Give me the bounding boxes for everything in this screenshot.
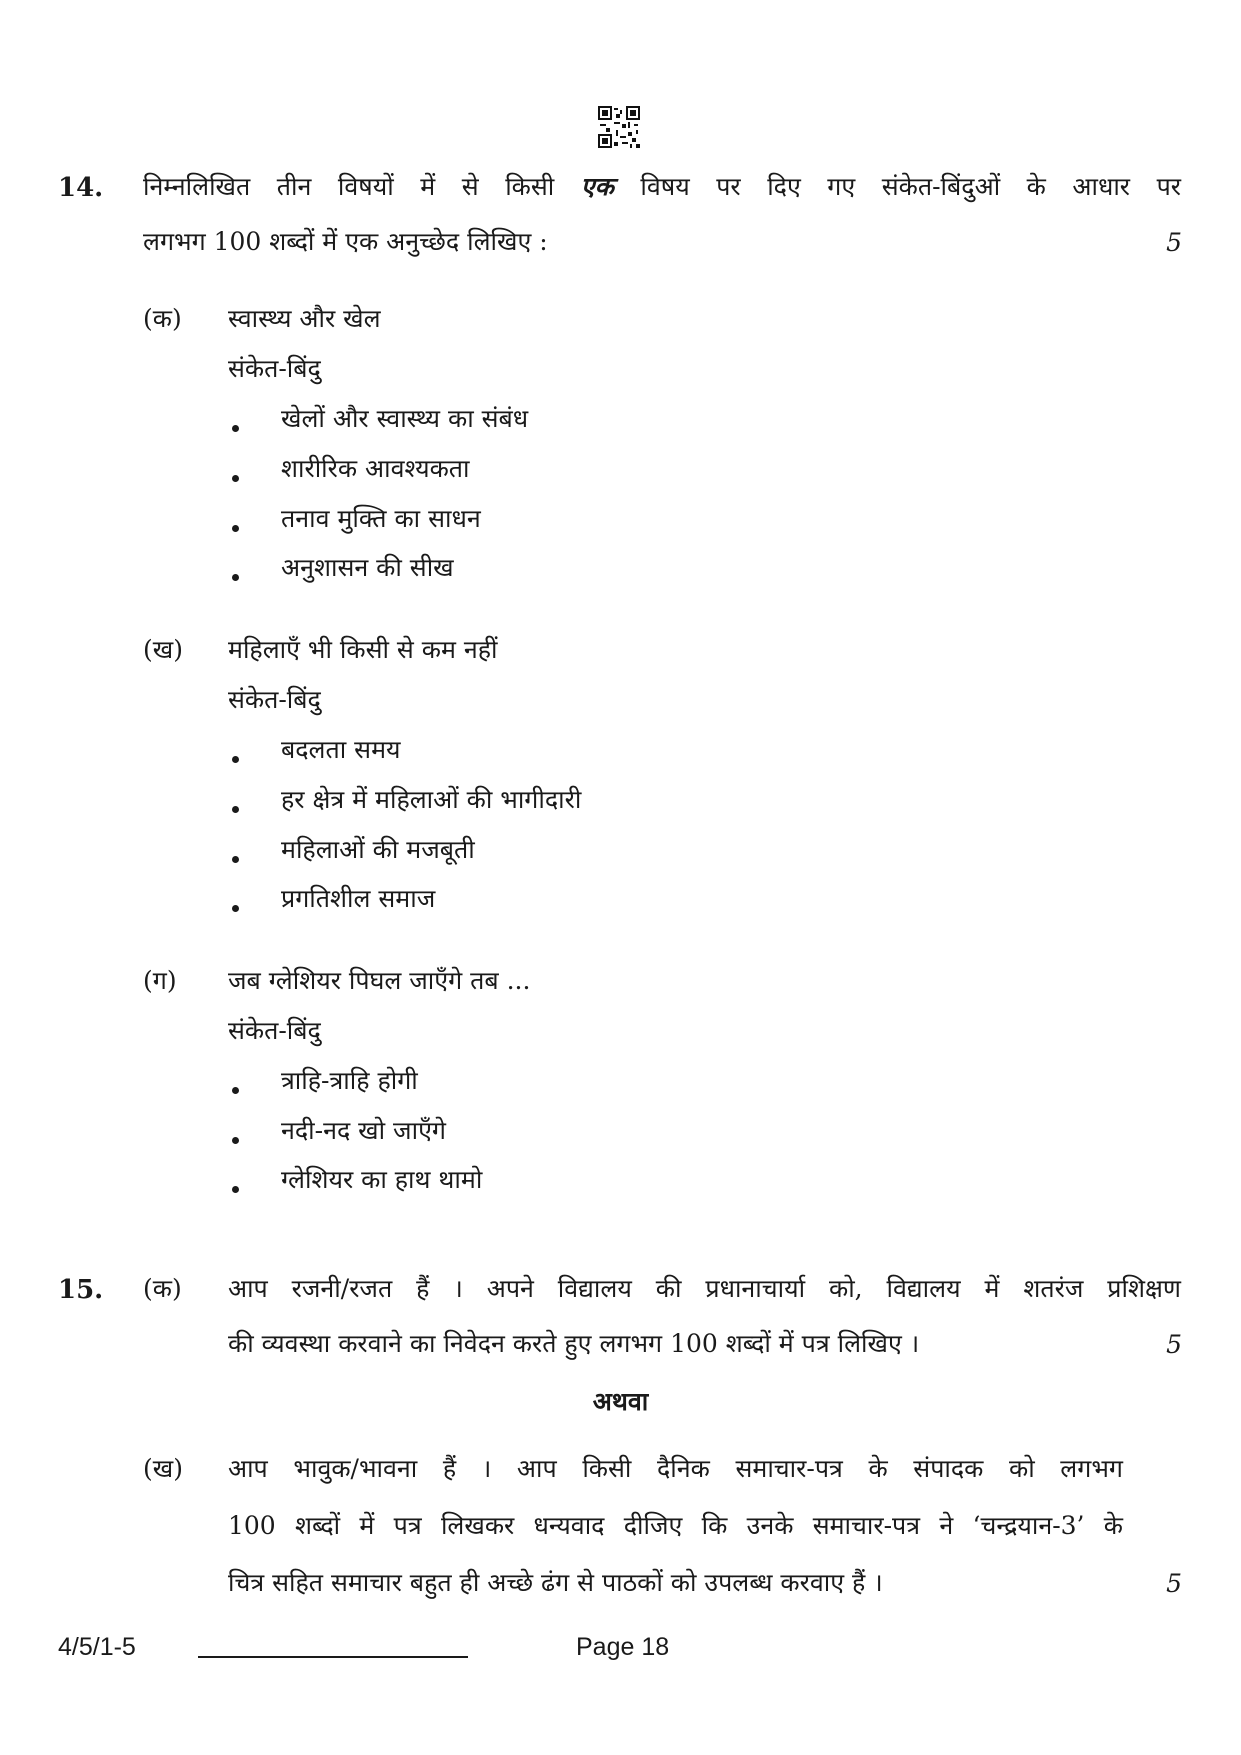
bullet-icon	[232, 856, 239, 863]
hint-heading: संकेत-बिंदु	[228, 1016, 321, 1045]
hint-point: त्राहि-त्राहि होगी	[281, 1066, 418, 1095]
hint-point: प्रगतिशील समाज	[281, 884, 436, 913]
hint-point: शारीरिक आवश्यकता	[281, 454, 470, 483]
question-text	[143, 170, 1181, 204]
bullet-icon	[232, 905, 239, 912]
hint-heading: संकेत-बिंदु	[228, 685, 321, 714]
bullet-icon	[232, 806, 239, 813]
paper-code: 4/5/1-5	[58, 1633, 136, 1661]
option-title: स्वास्थ्य और खेल	[228, 304, 381, 333]
marks: 5	[1166, 228, 1182, 257]
option-label: (ग)	[143, 966, 177, 995]
hint-point: महिलाओं की मजबूती	[281, 835, 475, 864]
or-separator: अथवा	[592, 1387, 649, 1416]
question-text: चित्र सहित समाचार बहुत ही अच्छे ढंग से पाठकों को उपलब्ध करवाए हैं ।	[228, 1568, 883, 1597]
question-text-part: निम्नलिखित तीन विषयों में से किसी	[143, 172, 581, 201]
emphasis-word: एक	[580, 172, 614, 201]
hint-point: बदलता समय	[281, 735, 401, 764]
question-text: आप भावुक/भावना हैं । आप किसी दैनिक समाचार-पत्र के संपादक को लगभग	[228, 1454, 1123, 1483]
hint-heading: संकेत-बिंदु	[228, 354, 321, 383]
page-number: Page 18	[576, 1633, 670, 1661]
bullet-icon	[232, 1137, 239, 1144]
option-title: महिलाएँ भी किसी से कम नहीं	[228, 635, 498, 664]
hint-point: खेलों और स्वास्थ्य का संबंध	[281, 404, 529, 433]
hint-point: हर क्षेत्र में महिलाओं की भागीदारी	[281, 785, 582, 814]
hint-point: ग्लेशियर का हाथ थामो	[281, 1165, 483, 1194]
bullet-icon	[232, 425, 239, 432]
question-text: 100 शब्दों में पत्र लिखकर धन्यवाद दीजिए कि उनके समाचार-पत्र ने ‘चन्द्रयान-3’ के	[228, 1511, 1123, 1540]
bullet-icon	[232, 1186, 239, 1193]
question-number: 14.	[58, 173, 104, 203]
option-title: जब ग्लेशियर पिघल जाएँगे तब ...	[228, 966, 531, 995]
bullet-icon	[232, 525, 239, 532]
question-text: आप रजनी/रजत हैं । अपने विद्यालय की प्रधानाचार्या को, विद्यालय में शतरंज प्रशिक्षण	[228, 1274, 1181, 1303]
question-text: की व्यवस्था करवाने का निवेदन करते हुए लगभग 100 शब्दों में पत्र लिखिए ।	[228, 1329, 920, 1358]
option-label: (ख)	[143, 635, 183, 664]
bullet-icon	[232, 475, 239, 482]
question-text-part: विषय पर दिए गए संकेत-बिंदुओं के आधार पर	[613, 172, 1181, 201]
hint-point: अनुशासन की सीख	[281, 553, 454, 582]
hint-point: नदी-नद खो जाएँगे	[281, 1116, 446, 1145]
footer-divider	[198, 1656, 468, 1658]
marks: 5	[1166, 1330, 1182, 1359]
bullet-icon	[232, 756, 239, 763]
hint-point: तनाव मुक्ति का साधन	[281, 504, 481, 533]
question-text: लगभग 100 शब्दों में एक अनुच्छेद लिखिए :	[143, 227, 548, 256]
bullet-icon	[232, 574, 239, 581]
marks: 5	[1166, 1569, 1182, 1598]
option-label: (ख)	[143, 1454, 183, 1483]
bullet-icon	[232, 1087, 239, 1094]
option-label: (क)	[143, 304, 182, 333]
option-label: (क)	[143, 1274, 182, 1303]
qr-code	[598, 106, 640, 148]
question-number: 15.	[58, 1275, 104, 1305]
